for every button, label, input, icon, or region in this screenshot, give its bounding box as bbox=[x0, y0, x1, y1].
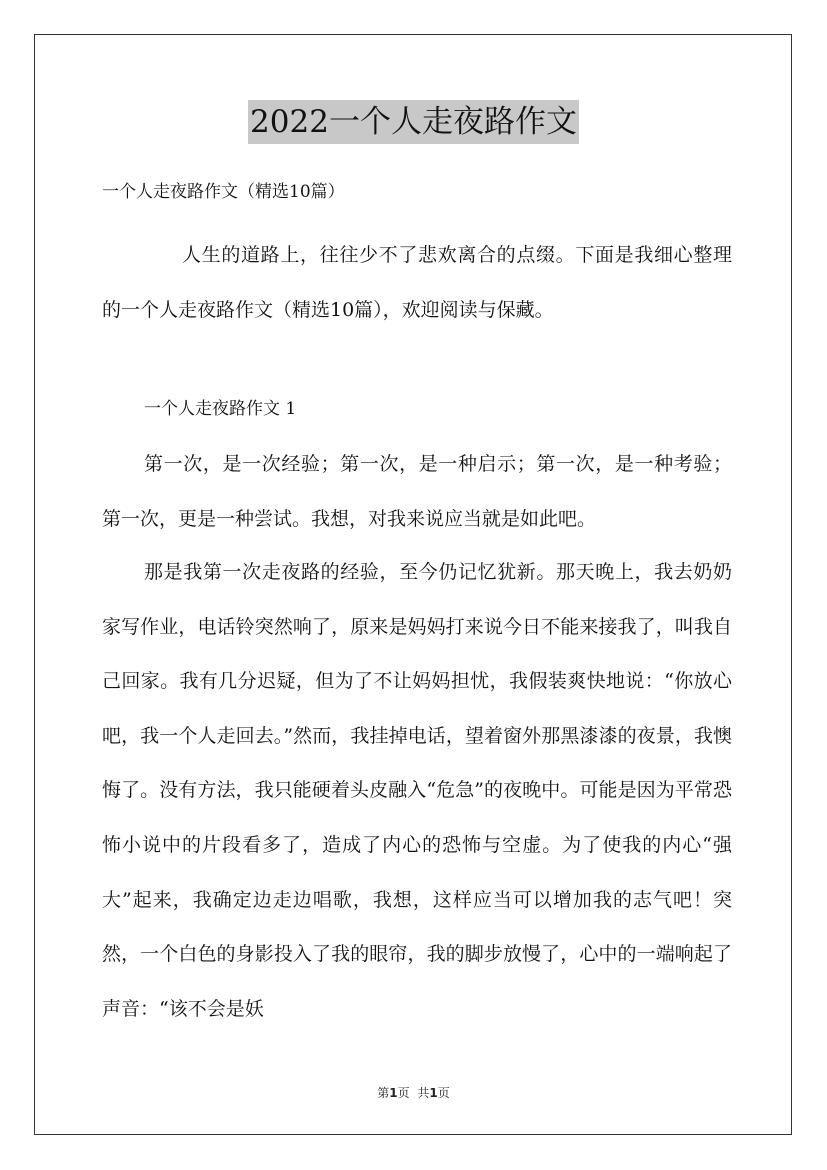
footer-page-suffix: 页 bbox=[397, 1086, 410, 1100]
section-heading: 一个人走夜路作文 1 bbox=[144, 399, 297, 419]
page-footer bbox=[0, 1083, 827, 1103]
footer-page-prefix: 第 bbox=[377, 1086, 390, 1100]
document-title: 2022一个人走夜路作文 bbox=[248, 100, 579, 144]
footer-total-prefix: 共 bbox=[417, 1086, 430, 1100]
intro-paragraph: 人生的道路上，往往少不了悲欢离合的点缀。下面是我细心整理的一个人走夜路作文（精选10篇），欢迎阅读与保藏。 bbox=[102, 244, 732, 321]
footer-total-suffix: 页 bbox=[437, 1086, 450, 1100]
body-paragraph: 第一次，是一次经验；第一次，是一种启示；第一次，是一种考验；第一次，更是一种尝试。我想，对我来说应当就是如此吧。 bbox=[102, 453, 732, 530]
footer-page-number: 1 bbox=[389, 1086, 398, 1100]
body-paragraph: 那是我第一次走夜路的经验，至今仍记忆犹新。那天晚上，我去奶奶家写作业，电话铃突然响了，原来是妈妈打来说今日不能来接我了，叫我自己回家。我有几分迟疑，但为了不让妈妈担忧，我假装爽快地说：“你放心吧，我一个人走回去。”然而，我挂掉电话，望着窗外那黑漆漆的夜景，我懊悔了。没有方法，我只能硬着头皮融入“危急”的夜晚中。可能是因为平常恐怖小说中的片段看多了，造成了内心的恐怖与空虚。为了使我的内心“强大”起来，我确定边走边唱歌，我想，这样应当可以增加我的志气吧！突然，一个白色的身影投入了我的眼帘，我的脚步放慢了，心中的一端响起了声音：“该不会是妖 bbox=[102, 561, 732, 1020]
document-subtitle: 一个人走夜路作文（精选10篇） bbox=[102, 182, 345, 202]
document-title-container bbox=[0, 100, 827, 144]
footer-total-number: 1 bbox=[429, 1086, 438, 1100]
